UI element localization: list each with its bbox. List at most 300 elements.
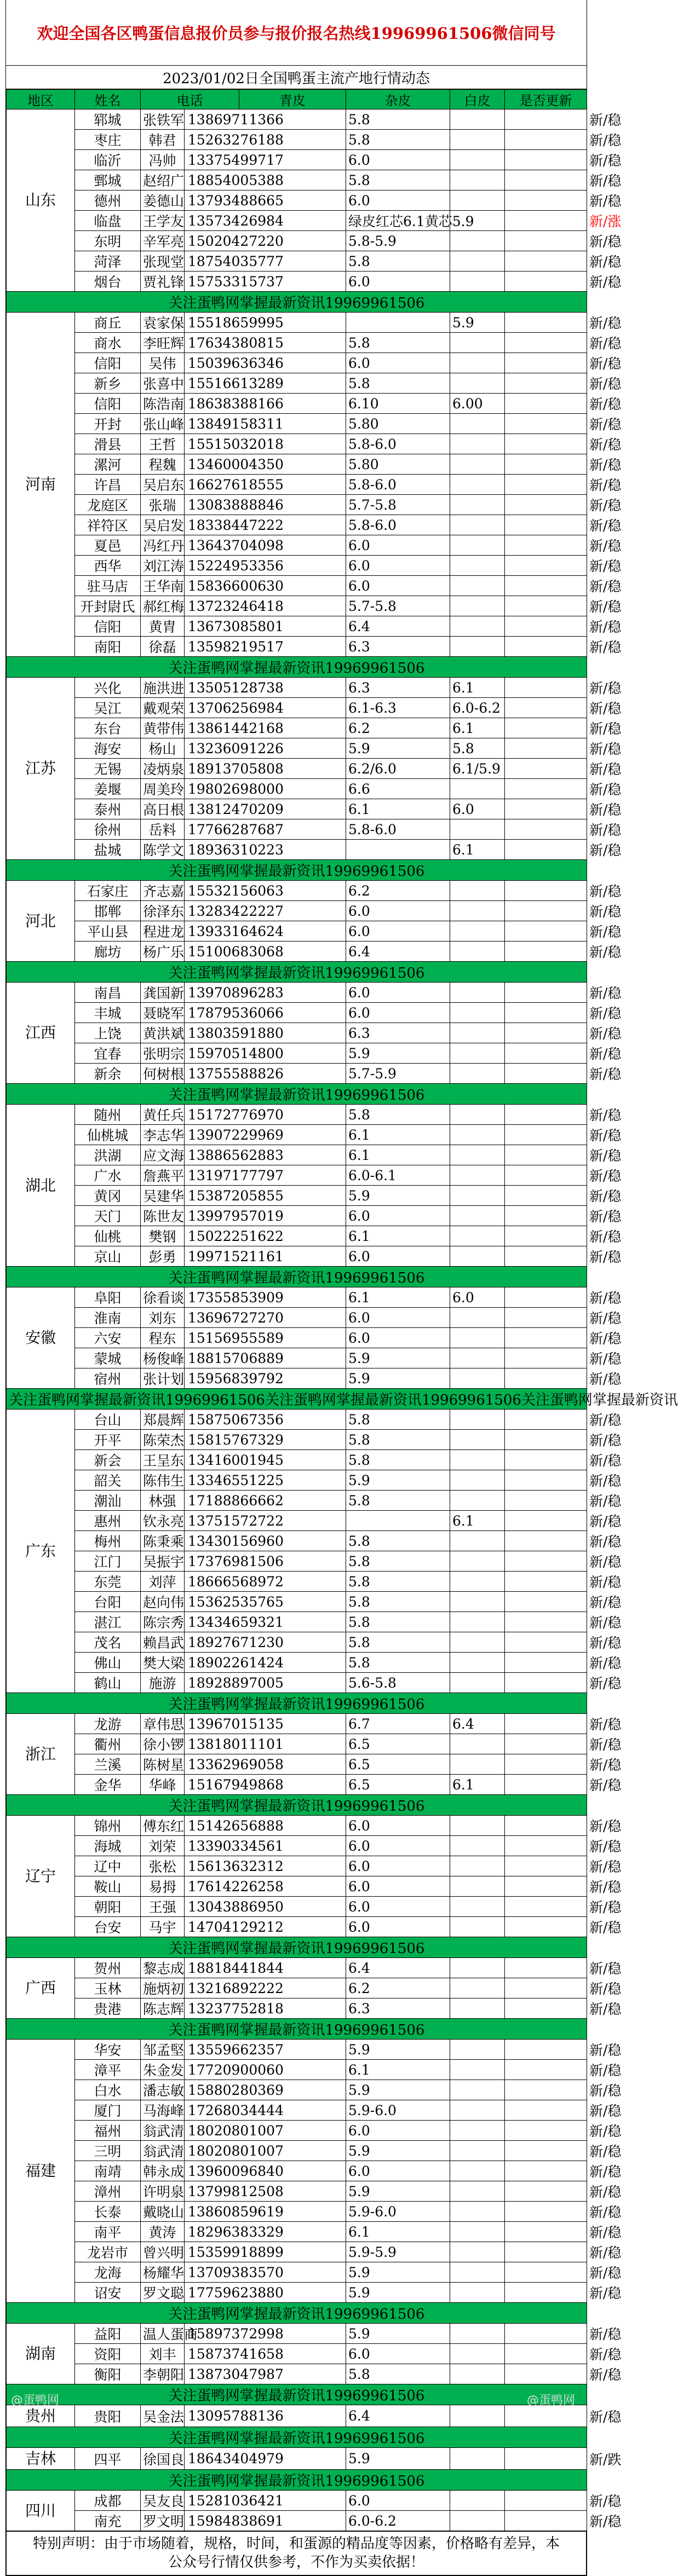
green-shell-price-cell: 6.3: [346, 1999, 450, 2019]
contact-name-cell: 李旺辉: [141, 333, 185, 353]
city-cell: 海城: [75, 1836, 141, 1856]
green-shell-price-cell: 5.8: [346, 1572, 450, 1592]
phone-cell: 17268034444: [185, 2100, 346, 2121]
white-shell-price-cell: [505, 1145, 587, 1165]
green-shell-price-cell: 5.8-6.0: [346, 515, 450, 535]
contact-name-cell: 樊钢: [141, 1226, 185, 1246]
city-cell: 平山县: [75, 921, 141, 942]
contact-name-cell: 马宇: [141, 1917, 185, 1937]
green-shell-price-cell: 6.0: [346, 1856, 450, 1876]
contact-name-cell: 王学友: [141, 211, 185, 231]
city-cell: 上饶: [75, 1023, 141, 1043]
banner-row: [7, 2427, 587, 2448]
city-cell: 徐州: [75, 819, 141, 840]
phone-cell: 18666568972: [185, 1572, 346, 1592]
table-row: 资阳 刘丰 15873741658 6.0 新/稳: [7, 2344, 587, 2364]
green-shell-price-cell: 5.8: [346, 1551, 450, 1572]
green-shell-price-cell: 6.7: [346, 1714, 450, 1734]
green-shell-price-cell: 6.0: [346, 190, 450, 211]
phone-cell: 13873047987: [185, 2364, 346, 2384]
mixed-shell-price-cell: [450, 1226, 505, 1246]
mixed-shell-price-cell: [450, 1592, 505, 1612]
white-shell-price-cell: [505, 1226, 587, 1246]
white-shell-price-cell: [505, 1754, 587, 1775]
banner-text: 关注蛋鸭网掌握最新资讯19969961506: [7, 1084, 587, 1105]
banner-text: 关注蛋鸭网掌握最新资讯19969961506: [7, 1795, 587, 1816]
white-shell-price-cell: [505, 718, 587, 738]
table-row: 信阳 吴伟 15039636346 6.0 新/稳: [7, 353, 587, 373]
mixed-shell-price-cell: [450, 170, 505, 190]
table-row: 丰城 聂晓军 17879536066 6.0 新/稳: [7, 1003, 587, 1023]
white-shell-price-cell: [505, 698, 587, 718]
city-cell: 黄冈: [75, 1186, 141, 1206]
white-shell-price-cell: [505, 2364, 587, 2384]
green-shell-price-cell: 6.0: [346, 1206, 450, 1226]
contact-name-cell: 张明宗: [141, 1043, 185, 1064]
contact-name-cell: 郑晨辉: [141, 1410, 185, 1430]
green-shell-price-cell: 5.9: [346, 2141, 450, 2161]
green-shell-price-cell: 6.0: [346, 576, 450, 596]
table-row: 南靖 韩永成 13960096840 6.0 新/稳: [7, 2161, 587, 2181]
white-shell-price-cell: [505, 1592, 587, 1612]
green-shell-price-cell: 6.0: [346, 353, 450, 373]
banner-row: [7, 1389, 587, 1410]
contact-name-cell: 赵绍广: [141, 170, 185, 190]
contact-name-cell: 翁武清: [141, 2121, 185, 2141]
city-cell: 姜堰: [75, 779, 141, 799]
footer-table: [6, 2531, 587, 2575]
contact-name-cell: 黄带伟: [141, 718, 185, 738]
contact-name-cell: 赖昌武: [141, 1632, 185, 1653]
contact-name-cell: 王哲: [141, 434, 185, 454]
mixed-shell-price-cell: [450, 333, 505, 353]
city-cell: 开封尉氏: [75, 596, 141, 616]
phone-cell: 13559662357: [185, 2040, 346, 2060]
city-cell: 商水: [75, 333, 141, 353]
phone-cell: 13812470209: [185, 799, 346, 819]
table-row: 开封 张山峰 13849158311 5.80 新/稳: [7, 414, 587, 434]
table-row: 龙岩市 曾兴明 15359918899 5.9-5.9 新/稳: [7, 2242, 587, 2262]
white-shell-price-cell: [505, 394, 587, 414]
phone-cell: 13216892222: [185, 1978, 346, 1999]
contact-name-cell: 张松: [141, 1856, 185, 1876]
table-row: 漳州 许明泉 13799812508 5.9 新/稳: [7, 2181, 587, 2202]
phone-cell: 13723246418: [185, 596, 346, 616]
mixed-shell-price-cell: [450, 1206, 505, 1226]
mixed-shell-price-cell: 5.9: [450, 313, 505, 333]
contact-name-cell: 杨广乐: [141, 942, 185, 962]
contact-name-cell: 韩君: [141, 130, 185, 150]
white-shell-price-cell: [505, 1023, 587, 1043]
green-shell-price-cell: 6.2: [346, 718, 450, 738]
phone-cell: 13043886950: [185, 1897, 346, 1917]
green-shell-price-cell: 6.1: [346, 1287, 450, 1308]
header-green-shell: 青皮: [239, 90, 346, 109]
city-cell: 兰溪: [75, 1754, 141, 1775]
banner-row: [7, 2303, 587, 2324]
white-shell-price-cell: [505, 251, 587, 272]
mixed-shell-price-cell: [450, 109, 505, 130]
contact-name-cell: 刘东: [141, 1308, 185, 1328]
green-shell-price-cell: [346, 840, 450, 860]
white-shell-price-cell: [505, 637, 587, 657]
phone-cell: 17766287687: [185, 819, 346, 840]
green-shell-price-cell: 5.8: [346, 130, 450, 150]
table-row: 平山县 程进龙 13933164624 6.0 新/稳: [7, 921, 587, 942]
banner-row: [7, 2019, 587, 2040]
city-cell: 台安: [75, 1917, 141, 1937]
mixed-shell-price-cell: 6.1/5.9: [450, 759, 505, 779]
contact-name-cell: 罗文明: [141, 2511, 185, 2531]
white-shell-price-cell: [505, 1511, 587, 1531]
white-shell-price-cell: [505, 2060, 587, 2080]
contact-name-cell: 张现堂: [141, 251, 185, 272]
phone-cell: 17759623880: [185, 2283, 346, 2303]
mixed-shell-price-cell: [450, 272, 505, 292]
mixed-shell-price-cell: [450, 637, 505, 657]
mixed-shell-price-cell: [450, 2222, 505, 2242]
contact-name-cell: 张山峰: [141, 414, 185, 434]
city-cell: 廊坊: [75, 942, 141, 962]
region-cell: 安徽: [7, 1287, 75, 1389]
contact-name-cell: 易拇: [141, 1876, 185, 1897]
contact-name-cell: 黄涛: [141, 2222, 185, 2242]
mixed-shell-price-cell: [450, 1816, 505, 1836]
mixed-shell-price-cell: [450, 1836, 505, 1856]
contact-name-cell: 王华南: [141, 576, 185, 596]
banner-text: 关注蛋鸭网掌握最新资讯19969961506: [7, 1267, 587, 1287]
table-row: 临盘 王学友 13573426984 绿皮红芯6.1黄芯5.9 新/涨: [7, 211, 587, 231]
phone-cell: 13709383570: [185, 2262, 346, 2283]
mixed-shell-price-cell: [450, 1105, 505, 1125]
table-row: 辽宁 锦州 傅东红 15142656888 6.0 新/稳: [7, 1816, 587, 1836]
table-row: 龙海 杨耀华 13709383570 5.9 新/稳: [7, 2262, 587, 2283]
green-shell-price-cell: 6.1: [346, 799, 450, 819]
white-shell-price-cell: [505, 1348, 587, 1368]
table-row: 祥符区 吴启发 18338447222 5.8-6.0 新/稳: [7, 515, 587, 535]
table-row: 临沂 冯帅 13375499717 6.0 新/稳: [7, 150, 587, 170]
city-cell: 无锡: [75, 759, 141, 779]
mixed-shell-price-cell: [450, 1470, 505, 1491]
green-shell-price-cell: 5.9-5.9: [346, 2242, 450, 2262]
contact-name-cell: 林强: [141, 1491, 185, 1511]
contact-name-cell: 赵向伟: [141, 1592, 185, 1612]
mixed-shell-price-cell: 6.1: [450, 1511, 505, 1531]
mixed-shell-price-cell: [450, 1043, 505, 1064]
table-row: 许昌 吴启东 16627618555 5.8-6.0 新/稳: [7, 475, 587, 495]
phone-cell: 15167949868: [185, 1775, 346, 1795]
phone-cell: 18020801007: [185, 2141, 346, 2161]
table-row: 无锡 凌炳泉 18913705808 6.2/6.0 6.1/5.9 新/稳: [7, 759, 587, 779]
banner-text: 关注蛋鸭网掌握最新资讯19969961506: [7, 2427, 587, 2448]
phone-cell: 13375499717: [185, 150, 346, 170]
mixed-shell-price-cell: [450, 983, 505, 1003]
contact-name-cell: 华峰: [141, 1775, 185, 1795]
city-cell: 广水: [75, 1165, 141, 1186]
city-cell: 滑县: [75, 434, 141, 454]
white-shell-price-cell: [505, 333, 587, 353]
mixed-shell-price-cell: [450, 1856, 505, 1876]
green-shell-price-cell: 6.1: [346, 1125, 450, 1145]
city-cell: 玉林: [75, 1978, 141, 1999]
phone-cell: 15532156063: [185, 881, 346, 901]
table-row: 滑县 王哲 15515032018 5.8-6.0 新/稳: [7, 434, 587, 454]
city-cell: 衢州: [75, 1734, 141, 1754]
phone-cell: 18913705808: [185, 759, 346, 779]
city-cell: 台山: [75, 1410, 141, 1430]
mixed-shell-price-cell: [450, 1064, 505, 1084]
green-shell-price-cell: 6.0: [346, 2161, 450, 2181]
table-row: 六安 程东 15156955589 6.0 新/稳: [7, 1328, 587, 1348]
header-region: 地区: [7, 90, 75, 109]
white-shell-price-cell: [505, 2121, 587, 2141]
mixed-shell-price-cell: [450, 495, 505, 515]
table-row: 开封尉氏 郝红梅 13723246418 5.7-5.8 新/稳: [7, 596, 587, 616]
white-shell-price-cell: [505, 1105, 587, 1125]
green-shell-price-cell: 5.8: [346, 109, 450, 130]
mixed-shell-price-cell: [450, 353, 505, 373]
mixed-shell-price-cell: [450, 2060, 505, 2080]
city-cell: 鞍山: [75, 1876, 141, 1897]
mixed-shell-price-cell: [450, 1308, 505, 1328]
mixed-shell-price-cell: [450, 1003, 505, 1023]
phone-cell: 15020427220: [185, 231, 346, 251]
table-row: 驻马店 王华南 15836600630 6.0 新/稳: [7, 576, 587, 596]
mixed-shell-price-cell: [450, 454, 505, 475]
city-cell: 吴江: [75, 698, 141, 718]
mixed-shell-price-cell: [450, 2080, 505, 2100]
phone-cell: 15897372998: [185, 2324, 346, 2344]
contact-name-cell: 王呈东: [141, 1450, 185, 1470]
city-cell: 随州: [75, 1105, 141, 1125]
table-row: 玉林 施炳初 13216892222 6.2 新/稳: [7, 1978, 587, 1999]
white-shell-price-cell: [505, 272, 587, 292]
mixed-shell-price-cell: [450, 1653, 505, 1673]
contact-name-cell: 岳料: [141, 819, 185, 840]
city-cell: 资阳: [75, 2344, 141, 2364]
banner-row: [7, 962, 587, 983]
mixed-shell-price-cell: [450, 921, 505, 942]
header-phone: 电话: [141, 90, 239, 109]
green-shell-price-cell: 6.1: [346, 2060, 450, 2080]
table-row: 广水 詹燕平 13197177797 6.0-6.1 新/稳: [7, 1165, 587, 1186]
mixed-shell-price-cell: [450, 2511, 505, 2531]
city-cell: 西华: [75, 556, 141, 576]
mixed-shell-price-cell: 6.0: [450, 1287, 505, 1308]
white-shell-price-cell: [505, 1612, 587, 1632]
contact-name-cell: 陈学文: [141, 840, 185, 860]
mixed-shell-price-cell: [450, 1673, 505, 1693]
mixed-shell-price-cell: 6.1: [450, 678, 505, 698]
white-shell-price-cell: [505, 1043, 587, 1064]
city-cell: 菏泽: [75, 251, 141, 272]
phone-cell: 13083888846: [185, 495, 346, 515]
mixed-shell-price-cell: [450, 881, 505, 901]
city-cell: 漳平: [75, 2060, 141, 2080]
mixed-shell-price-cell: [450, 1125, 505, 1145]
table-row: 泰州 高日根 13812470209 6.1 6.0 新/稳: [7, 799, 587, 819]
white-shell-price-cell: [505, 1978, 587, 1999]
city-cell: 长泰: [75, 2202, 141, 2222]
contact-name-cell: 戴晓山: [141, 2202, 185, 2222]
table-row: 衢州 徐小锣 13818011101 6.5 新/稳: [7, 1734, 587, 1754]
white-shell-price-cell: [505, 840, 587, 860]
green-shell-price-cell: 5.9: [346, 1348, 450, 1368]
contact-name-cell: 吴友良: [141, 2491, 185, 2511]
header-row: [7, 90, 587, 109]
white-shell-price-cell: [505, 2141, 587, 2161]
white-shell-price-cell: [505, 921, 587, 942]
phone-cell: 13390334561: [185, 1836, 346, 1856]
green-shell-price-cell: 5.8: [346, 1632, 450, 1653]
city-cell: 烟台: [75, 272, 141, 292]
phone-cell: 13197177797: [185, 1165, 346, 1186]
contact-name-cell: 罗文聪: [141, 2283, 185, 2303]
table-row: 新会 王呈东 13416001945 5.8 新/稳: [7, 1450, 587, 1470]
phone-cell: 13346551225: [185, 1470, 346, 1491]
green-shell-price-cell: 5.9-6.0: [346, 2100, 450, 2121]
phone-cell: 15022251622: [185, 1226, 346, 1246]
green-shell-price-cell: 5.9: [346, 1470, 450, 1491]
phone-cell: 13573426984: [185, 211, 346, 231]
green-shell-price-cell: 5.8: [346, 333, 450, 353]
table-row: 潮汕 林强 17188866662 5.8 新/稳: [7, 1491, 587, 1511]
table-row: 贵州 贵阳 吴金法 13095788136 6.4 新/稳: [7, 2405, 587, 2427]
city-cell: 成都: [75, 2491, 141, 2511]
table-row: 福建 华安 邹孟堅 13559662357 5.9 新/稳: [7, 2040, 587, 2060]
mixed-shell-price-cell: [450, 1572, 505, 1592]
white-shell-price-cell: [505, 1368, 587, 1389]
phone-cell: 15815767329: [185, 1430, 346, 1450]
green-shell-price-cell: 6.2: [346, 881, 450, 901]
city-cell: 潮汕: [75, 1491, 141, 1511]
green-shell-price-cell: 6.0: [346, 1308, 450, 1328]
white-shell-price-cell: [505, 2161, 587, 2181]
city-cell: 龙海: [75, 2262, 141, 2283]
white-shell-price-cell: [505, 1714, 587, 1734]
contact-name-cell: 彭勇: [141, 1246, 185, 1267]
green-shell-price-cell: 5.9-6.0: [346, 2202, 450, 2222]
mixed-shell-price-cell: [450, 1734, 505, 1754]
green-shell-price-cell: 5.8: [346, 373, 450, 394]
green-shell-price-cell: 6.4: [346, 2405, 450, 2427]
phone-cell: 18818441844: [185, 1958, 346, 1978]
city-cell: 开封: [75, 414, 141, 434]
white-shell-price-cell: [505, 942, 587, 962]
white-shell-price-cell: [505, 2100, 587, 2121]
mixed-shell-price-cell: [450, 1430, 505, 1450]
white-shell-price-cell: [505, 596, 587, 616]
mixed-shell-price-cell: [450, 1410, 505, 1430]
table-row: 四川 成都 吴友良 15281036421 6.0 新/稳: [7, 2491, 587, 2511]
region-cell: 四川: [7, 2491, 75, 2531]
contact-name-cell: 张铁军: [141, 109, 185, 130]
contact-name-cell: 吴启发: [141, 515, 185, 535]
city-cell: 漳州: [75, 2181, 141, 2202]
white-shell-price-cell: [505, 373, 587, 394]
table-row: 鄄城 赵绍广 18854005388 5.8 新/稳: [7, 170, 587, 190]
phone-cell: 18928897005: [185, 1673, 346, 1693]
mixed-shell-price-cell: [450, 819, 505, 840]
city-cell: 厦门: [75, 2100, 141, 2121]
mixed-shell-price-cell: [450, 1754, 505, 1775]
mixed-shell-price-cell: [450, 1531, 505, 1551]
table-row: 蒙城 杨俊峰 18815706889 5.9 新/稳: [7, 1348, 587, 1368]
contact-name-cell: 施游: [141, 1673, 185, 1693]
city-cell: 龙庭区: [75, 495, 141, 515]
contact-name-cell: 傅东红: [141, 1816, 185, 1836]
mixed-shell-price-cell: [450, 2181, 505, 2202]
phone-cell: 18296383329: [185, 2222, 346, 2242]
page-title: 欢迎全国各区鸭蛋信息报价员参与报价报名热线19969961506微信同号: [6, 0, 587, 66]
contact-name-cell: 刘丰: [141, 2344, 185, 2364]
green-shell-price-cell: 5.80: [346, 414, 450, 434]
white-shell-price-cell: [505, 515, 587, 535]
green-shell-price-cell: 6.10: [346, 394, 450, 414]
phone-cell: 18638388166: [185, 394, 346, 414]
city-cell: 贵港: [75, 1999, 141, 2019]
table-row: 新余 何树根 13755588826 5.7-5.9 新/稳: [7, 1064, 587, 1084]
mixed-shell-price-cell: [450, 596, 505, 616]
city-cell: 天门: [75, 1206, 141, 1226]
city-cell: 华安: [75, 2040, 141, 2060]
white-shell-price-cell: [505, 1491, 587, 1511]
table-row: 茂名 赖昌武 18927671230 5.8 新/稳: [7, 1632, 587, 1653]
table-row: 惠州 钦永亮 13751572722 6.1 新/稳: [7, 1511, 587, 1531]
contact-name-cell: 张计划: [141, 1368, 185, 1389]
phone-cell: 13362969058: [185, 1754, 346, 1775]
mixed-shell-price-cell: [450, 942, 505, 962]
phone-cell: 13236091226: [185, 738, 346, 759]
mixed-shell-price-cell: [450, 251, 505, 272]
table-row: 邯郸 徐泽东 13283422227 6.0 新/稳: [7, 901, 587, 921]
mixed-shell-price-cell: [450, 2242, 505, 2262]
mixed-shell-price-cell: 6.1: [450, 718, 505, 738]
phone-cell: 13860859619: [185, 2202, 346, 2222]
table-row: 海安 杨山 13236091226 5.9 5.8 新/稳: [7, 738, 587, 759]
banner-row: [7, 1267, 587, 1287]
white-shell-price-cell: [505, 1328, 587, 1348]
city-cell: 贺州: [75, 1958, 141, 1978]
white-shell-price-cell: [505, 799, 587, 819]
green-shell-price-cell: 5.9: [346, 738, 450, 759]
mixed-shell-price-cell: [450, 2040, 505, 2060]
banner-text: 关注蛋鸭网掌握最新资讯19969961506: [7, 1693, 587, 1714]
banner-text: 关注蛋鸭网掌握最新资讯19969961506: [7, 860, 587, 881]
mixed-shell-price-cell: [450, 515, 505, 535]
table-row: 诏安 罗文聪 17759623880 5.9 新/稳: [7, 2283, 587, 2303]
white-shell-price-cell: [505, 109, 587, 130]
banner-row: [7, 1084, 587, 1105]
green-shell-price-cell: 6.1: [346, 2222, 450, 2242]
contact-name-cell: 吴金法: [141, 2405, 185, 2427]
city-cell: 三明: [75, 2141, 141, 2161]
banner-text: 关注蛋鸭网掌握最新资讯19969961506关注蛋鸭网掌握最新资讯19969961506关注蛋鸭网掌握最新资讯: [7, 1389, 587, 1410]
table-row: 姜堰 周美玲 19802698000 6.6 新/稳: [7, 779, 587, 799]
mixed-shell-price-cell: [450, 1958, 505, 1978]
white-shell-price-cell: [505, 616, 587, 637]
white-shell-price-cell: [505, 1999, 587, 2019]
table-row: 菏泽 张现堂 18754035777 5.8 新/稳: [7, 251, 587, 272]
green-shell-price-cell: 5.8: [346, 1491, 450, 1511]
white-shell-price-cell: [505, 454, 587, 475]
green-shell-price-cell: 5.7-5.8: [346, 495, 450, 515]
table-row: 天门 陈世友 13997957019 6.0 新/稳: [7, 1206, 587, 1226]
contact-name-cell: 徐国良: [141, 2448, 185, 2470]
contact-name-cell: 黎志成: [141, 1958, 185, 1978]
city-cell: 临沂: [75, 150, 141, 170]
phone-cell: 13505128738: [185, 678, 346, 698]
